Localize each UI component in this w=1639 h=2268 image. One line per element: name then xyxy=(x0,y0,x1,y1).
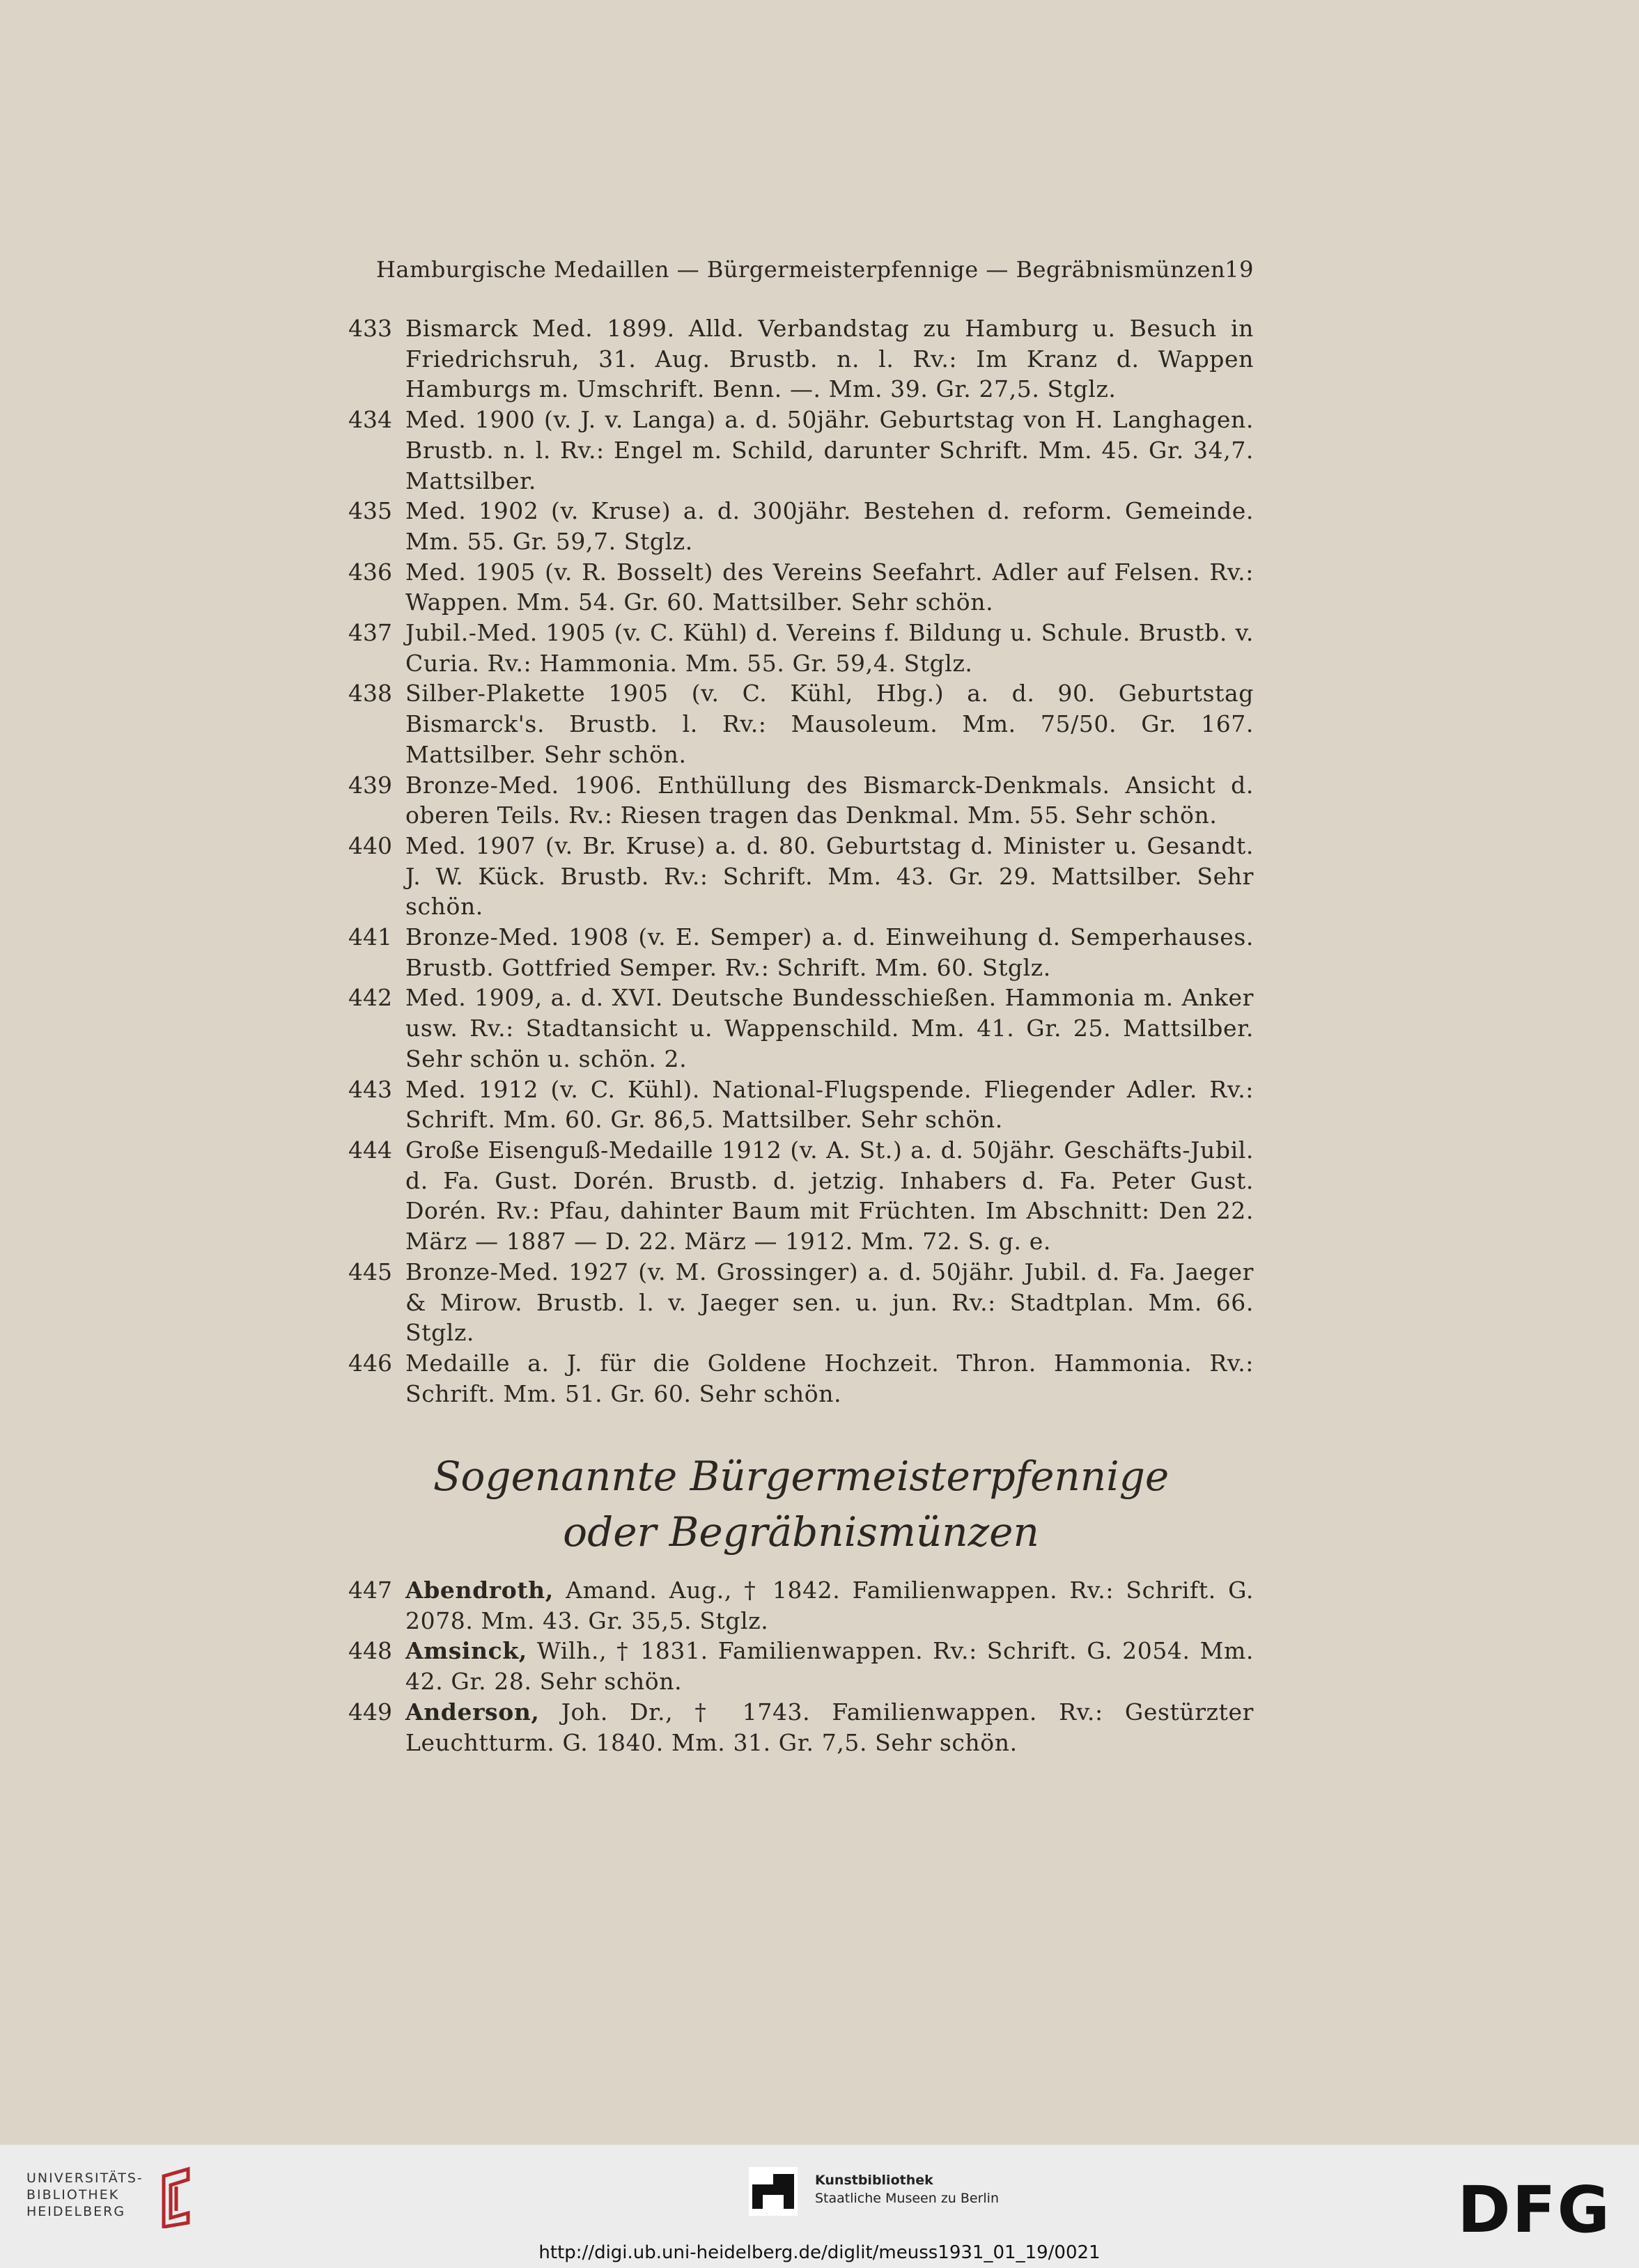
entry-text: Jubil.-Med. 1905 (v. C. Kühl) d. Vereins f. Bildung u. Schule. Brustb. v. Curia. Rv.: Hammonia. Mm. 55. Gr. 59,4. Stglz. xyxy=(405,619,1254,677)
entry-text xyxy=(405,1575,1254,1636)
catalog-entry xyxy=(348,1257,1254,1348)
catalog-entry xyxy=(348,1348,1254,1409)
catalog-entry xyxy=(348,496,1254,556)
catalog-entry xyxy=(348,922,1254,983)
running-head-title: Hamburgische Medaillen — Bürgermeisterpfennige — Begräbnismünzen xyxy=(376,256,1226,283)
uni-line2: BIBLIOTHEK xyxy=(26,2187,120,2203)
entry-number: 437 xyxy=(348,619,392,647)
section-heading-line1: Sogenannte Bürgermeisterpfennige xyxy=(433,1453,1170,1500)
entry-description: Joh. Dr., † 1743. Familienwappen. Rv.: Gestürzter Leuchtturm. G. 1840. Mm. 31. Gr. 7,5. Sehr schön. xyxy=(405,1698,1254,1756)
entry-number: 439 xyxy=(348,771,392,799)
entry-number: 442 xyxy=(348,984,392,1012)
entry-number: 446 xyxy=(348,1349,392,1377)
entry-number: 444 xyxy=(348,1136,392,1164)
dfg-logo[interactable]: DFG xyxy=(1457,2173,1611,2247)
uni-heidelberg-label[interactable] xyxy=(26,2170,143,2220)
running-head xyxy=(376,256,1254,283)
entry-name: Amsinck, xyxy=(405,1637,527,1665)
catalog-entry xyxy=(348,1135,1254,1257)
catalog-entry xyxy=(348,557,1254,618)
uni-line3: HEIDELBERG xyxy=(26,2204,126,2219)
entry-text: Große Eisenguß-Medaille 1912 (v. A. St.) a. d. 50jähr. Geschäfts-Jubil. d. Fa. Gust. Dorén. Brustb. d. jetzig. Inhabers d. Fa. Peter Gust. Dorén. Rv.: Pfau, dahinter Baum mit Früchten. Im Abschnitt: Den 22. März — 1887 — D. 22. März — 1912. Mm. 72. S. g. e. xyxy=(405,1136,1254,1256)
entry-text: Med. 1912 (v. C. Kühl). National-Flugspende. Fliegender Adler. Rv.: Schrift. Mm. 60. Gr. 86,5. Mattsilber. Sehr schön. xyxy=(405,1075,1254,1134)
entry-name: Abendroth, xyxy=(405,1577,554,1604)
kb-line2: Staatliche Museen zu Berlin xyxy=(815,2191,1000,2206)
entry-text: Bronze-Med. 1908 (v. E. Semper) a. d. Einweihung d. Semperhauses. Brustb. Gottfried Semper. Rv.: Schrift. Mm. 60. Stglz. xyxy=(405,923,1254,981)
footer-bar xyxy=(0,2145,1639,2268)
entry-text: Med. 1902 (v. Kruse) a. d. 300jähr. Bestehen d. reform. Gemeinde. Mm. 55. Gr. 59,7. Stglz. xyxy=(405,497,1254,555)
catalog-entry xyxy=(348,678,1254,769)
section-heading xyxy=(348,1448,1254,1560)
entry-number: 434 xyxy=(348,406,392,434)
catalog-entries-burgermeister xyxy=(348,1575,1254,1758)
entry-number: 433 xyxy=(348,315,392,342)
entry-text: Silber-Plakette 1905 (v. C. Kühl, Hbg.) a. d. 90. Geburtstag Bismarck's. Brustb. l. Rv.: Mausoleum. Mm. 75/50. Gr. 167. Mattsilber. Sehr schön. xyxy=(405,680,1254,768)
catalog-entry xyxy=(348,983,1254,1074)
entry-text: Bronze-Med. 1927 (v. M. Grossinger) a. d. 50jähr. Jubil. d. Fa. Jaeger & Mirow. Brustb. l. v. Jaeger sen. u. jun. Rv.: Stadtplan. Mm. 66. Stglz. xyxy=(405,1258,1254,1347)
page-number: 19 xyxy=(1225,256,1254,283)
entry-number: 448 xyxy=(348,1637,392,1665)
entry-description: Amand. Aug., † 1842. Familienwappen. Rv.: Schrift. G. 2078. Mm. 43. Gr. 35,5. Stglz. xyxy=(405,1577,1254,1634)
catalog-entry xyxy=(348,770,1254,831)
entry-description: Wilh., † 1831. Familienwappen. Rv.: Schrift. G. 2054. Mm. 42. Gr. 28. Sehr schön. xyxy=(405,1637,1254,1696)
entry-name: Anderson, xyxy=(405,1698,540,1726)
catalog-entry xyxy=(348,405,1254,496)
entry-number: 443 xyxy=(348,1075,392,1103)
kunstbibliothek-logo-icon[interactable] xyxy=(749,2167,798,2216)
catalog-entries xyxy=(348,313,1254,1409)
entry-text xyxy=(405,1697,1254,1758)
entry-text xyxy=(405,1636,1254,1696)
catalog-entry xyxy=(348,618,1254,678)
entry-text: Bronze-Med. 1906. Enthüllung des Bismarck-Denkmals. Ansicht d. oberen Teils. Rv.: Riesen tragen das Denkmal. Mm. 55. Sehr schön. xyxy=(405,771,1254,829)
entry-number: 447 xyxy=(348,1577,392,1604)
entry-text: Medaille a. J. für die Goldene Hochzeit. Thron. Hammonia. Rv.: Schrift. Mm. 51. Gr. 60. Sehr schön. xyxy=(405,1349,1254,1407)
catalog-entry xyxy=(348,1074,1254,1135)
entry-number: 436 xyxy=(348,558,392,586)
entry-number: 441 xyxy=(348,923,392,951)
entry-number: 445 xyxy=(348,1258,392,1285)
kb-line1: Kunstbibliothek xyxy=(815,2173,933,2188)
entry-number: 438 xyxy=(348,680,392,707)
catalog-entry xyxy=(348,313,1254,405)
permalink-url[interactable]: http://digi.ub.uni-heidelberg.de/diglit/meuss1931_01_19/0021 xyxy=(538,2242,1101,2263)
catalog-entry xyxy=(348,1575,1254,1636)
entry-text: Med. 1905 (v. R. Bosselt) des Vereins Seefahrt. Adler auf Felsen. Rv.: Wappen. Mm. 54. Gr. 60. Mattsilber. Sehr schön. xyxy=(405,558,1254,616)
section-heading-line2: oder Begräbnismünzen xyxy=(563,1508,1039,1556)
catalog-entry xyxy=(348,1636,1254,1696)
entry-text: Bismarck Med. 1899. Alld. Verbandstag zu Hamburg u. Besuch in Friedrichsruh, 31. Aug. Brustb. n. l. Rv.: Im Kranz d. Wappen Hamburgs m. Umschrift. Benn. —. Mm. 39. Gr. 27,5. Stglz. xyxy=(405,315,1254,403)
entry-number: 440 xyxy=(348,831,392,859)
entry-text: Med. 1909, a. d. XVI. Deutsche Bundesschießen. Hammonia m. Anker usw. Rv.: Stadtansicht u. Wappenschild. Mm. 41. Gr. 25. Mattsilber. Sehr schön u. schön. 2. xyxy=(405,984,1254,1072)
uni-heidelberg-logo-icon[interactable] xyxy=(150,2166,199,2228)
kunstbibliothek-label[interactable] xyxy=(815,2171,999,2207)
entry-text: Med. 1900 (v. J. v. Langa) a. d. 50jähr. Geburtstag von H. Langhagen. Brustb. n. l. Rv.: Engel m. Schild, darunter Schrift. Mm. 45. Gr. 34,7. Mattsilber. xyxy=(405,406,1254,494)
entry-number: 449 xyxy=(348,1698,392,1726)
uni-line1: UNIVERSITÄTS- xyxy=(26,2171,143,2186)
catalog-entry xyxy=(348,1697,1254,1758)
catalog-entry xyxy=(348,831,1254,922)
entry-number: 435 xyxy=(348,497,392,525)
entry-text: Med. 1907 (v. Br. Kruse) a. d. 80. Geburtstag d. Minister u. Gesandt. J. W. Kück. Brustb. Rv.: Schrift. Mm. 43. Gr. 29. Mattsilber. Sehr schön. xyxy=(405,831,1254,921)
